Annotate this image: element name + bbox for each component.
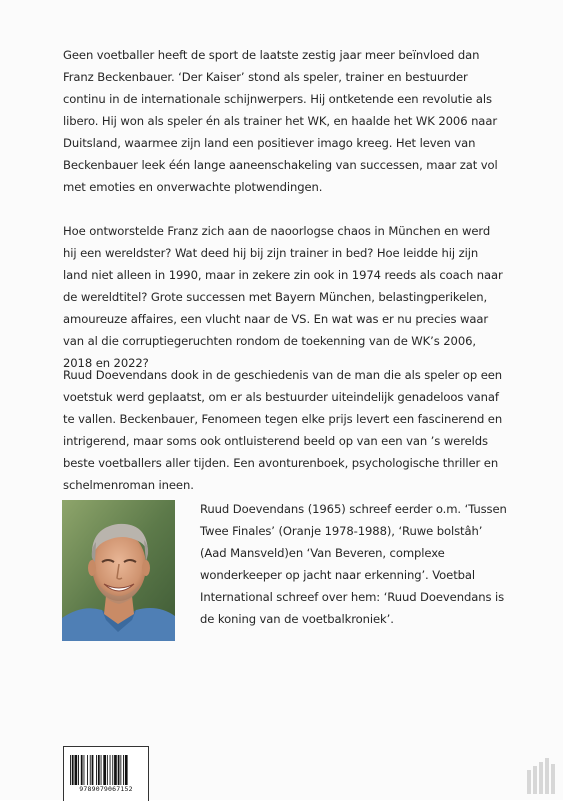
barcode-number: 9789079067152	[79, 785, 133, 793]
author-portrait-icon	[62, 500, 175, 641]
blurb-paragraph-2: Hoe ontworstelde Franz zich aan de naoorlogse chaos in München en werd hij een wereldster? Wat deed hij bij zijn trainer in bed? Hoe leidde hij zijn land niet alleen in 1990, maar in zekere zin ook in 1974 reeds als coach naar de wereldtitel? Grote successen met Bayern München, belastingperikelen, amoureuze affaires, een vlucht naar de VS. En wat was er nu precies waar van al die corruptiegeruchten rondom de toekenning van de WK’s 2006, 2018 en 2022?	[63, 224, 503, 370]
author-photo	[62, 500, 175, 641]
isbn-barcode	[63, 746, 149, 801]
author-bio: Ruud Doevendans (1965) schreef eerder o.m. ‘Tussen Twee Finales’ (Oranje 1978-1988), ‘Ruwe bolstâh’ (Aad Mansveld)en ‘Van Beveren, complexe wonderkeeper op jacht naar erkenning’. Voetbal International schreef over hem: ‘Ruud Doevendans is de koning van de voetbalkroniek’.	[200, 502, 507, 626]
barcode-icon	[70, 755, 142, 785]
blurb-paragraph-1: Geen voetballer heeft de sport de laatste zestig jaar meer beïnvloed dan Franz Beckenbauer. ‘Der Kaiser’ stond als speler, trainer en bestuurder continu in de internationale schijnwerpers. Hij ontketende een revolutie als libero. Hij won als speler én als trainer het WK, en haalde het WK 2006 naar Duitsland, waarmee zijn land een positiever imago kreeg. Het leven van Beckenbauer leek één lange aaneenschakeling van successen, maar zat vol met emoties en onverwachte plotwendingen.	[63, 48, 498, 194]
watermark-icon	[525, 756, 559, 796]
blurb-paragraph-3: Ruud Doevendans dook in de geschiedenis van de man die als speler op een voetstuk werd geplaatst, om er als bestuurder uiteindelijk genadeloos vanaf te vallen. Beckenbauer, Fenomeen tegen elke prijs levert een fascinerend en intrigerend, maar soms ook ontluisterend beeld op van een van ’s werelds beste voetballers aller tijden. Een avonturenboek, psychologische thriller en schelmenroman ineen.	[63, 368, 503, 492]
